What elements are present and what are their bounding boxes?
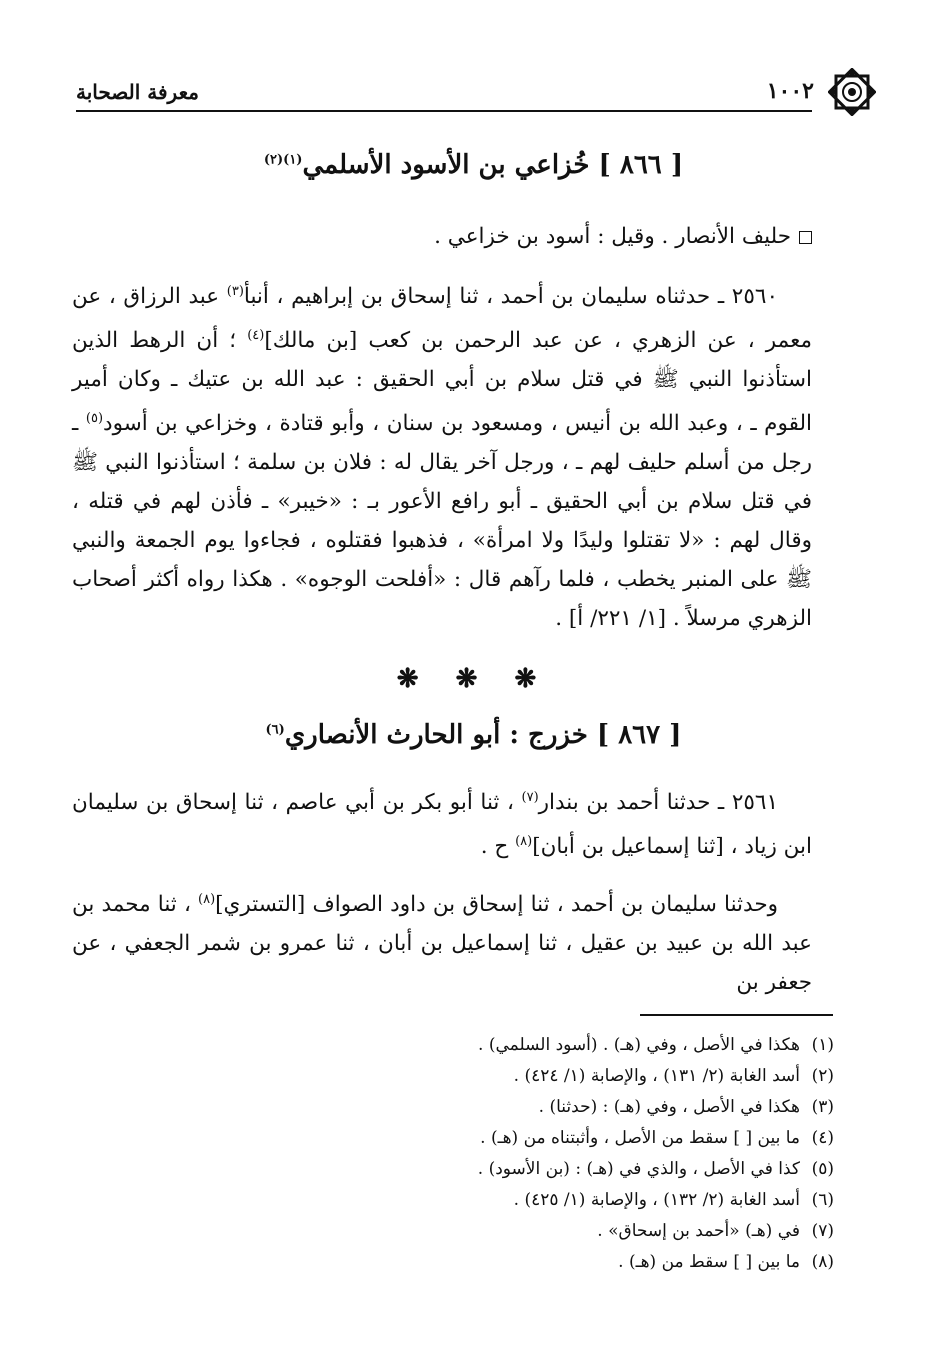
footnote-item — [380, 1185, 834, 1216]
entry-heading-867-text: [ ٨٦٧ ] خزرج : أبو الحارث الأنصاري — [284, 720, 682, 750]
entry-intro — [72, 217, 812, 256]
footnote-text: في (هـ) «أحمد بن إسحاق» . — [597, 1221, 800, 1241]
ornament-icon — [828, 68, 876, 116]
footnote-item — [380, 1061, 834, 1092]
second-chain — [72, 880, 812, 1002]
hadith-text: وحدثنا سليمان بن أحمد ، ثنا إسحاق بن داود الصواف [التستري] — [215, 892, 778, 918]
footnotes — [380, 1030, 834, 1278]
hadith-text: ـ رجل من أسلم حليف لهم ـ ، ورجل آخر يقال له : فلان بن سلمة ؛ استأذنوا النبي ﷺ في قتل سلام بن أبي الحقيق ـ أبو رافع الأعور بـ : «خيبر» ـ فأذن لهم في قتله ، وقال لهم : «لا تقتلوا وليدًا ولا امرأة» ، فذهبوا فقتلوه ، فجاءوا يوم الجمعة والنبي ﷺ على المنبر يخطب ، فلما رآهم قال : «أفلحت الوجوه» . هكذا رواه أكثر أصحاب الزهري مرسلاً . [١/ ٢٢١/ أ] . — [72, 411, 812, 632]
entry-heading-866-text: [ ٨٦٦ ] خُزاعي بن الأسود الأسلمي — [302, 150, 684, 180]
footnote-number: (٨) — [811, 1252, 834, 1272]
footnote-text: هكذا في الأصل ، وفي (هـ) . (أسود السلمي) . — [478, 1035, 800, 1055]
hadith-2560 — [72, 272, 812, 638]
footnote-number: (٦) — [811, 1190, 834, 1210]
footnote-number: (٢) — [811, 1066, 834, 1086]
hadith-text: ح . — [480, 834, 516, 860]
hadith-text: ؛ أن الرهط الذين استأذنوا النبي ﷺ في قتل سلام بن أبي الحقيق : عبد الله بن عتيك ـ وكان أمير القوم ـ ، وعبد الله بن أنيس ، ومسعود بن سنان ، وأبو قتادة ، وخزاعي بن أسود — [72, 328, 813, 437]
footnote-item — [380, 1216, 834, 1247]
footnote-ref: (٧) — [521, 790, 539, 805]
hadith-text: ٢٥٦١ ـ حدثنا أحمد بن بندار — [538, 790, 779, 816]
footnote-item — [380, 1247, 834, 1278]
page-number: ١٠٠٢ — [766, 78, 814, 104]
footnote-rule — [640, 1014, 833, 1016]
footnote-item — [380, 1154, 834, 1185]
footnote-number: (٣) — [811, 1097, 834, 1117]
footnote-text: ما بين [ ] سقط من (هـ) . — [618, 1252, 800, 1272]
entry-intro-text: حليف الأنصار . وقيل : أسود بن خزاعي . — [434, 224, 791, 249]
footnote-text: أسد الغابة (٢/ ١٣٢) ، والإصابة (١/ ٤٢٥) . — [513, 1190, 800, 1210]
footnote-item — [380, 1030, 834, 1061]
footnote-ref: (٥) — [85, 411, 104, 427]
footnote-text: هكذا في الأصل ، وفي (هـ) : (حدثنا) . — [538, 1097, 800, 1117]
header-rule — [76, 110, 812, 112]
hadith-text: عبد الرزاق ، عن معمر ، عن الزهري ، عن عبد الرحمن بن كعب [بن مالك] — [72, 284, 812, 354]
footnote-number: (٥) — [811, 1159, 834, 1179]
footnote-ref: (٦) — [265, 722, 285, 738]
hadith-text: ، ثنا أبو بكر بن أبي عاصم ، ثنا إسحاق بن سليمان ابن زياد ، [ثنا إسماعيل بن أبان] — [72, 790, 812, 860]
hadith-2561 — [72, 778, 812, 866]
footnote-ref: (٨) — [198, 892, 216, 907]
entry-heading-867 — [0, 720, 947, 750]
footnote-ref: (٨) — [515, 834, 533, 850]
footnote-item — [380, 1092, 834, 1123]
footnote-number: (٤) — [811, 1128, 834, 1148]
square-marker-icon — [799, 231, 812, 244]
running-header — [76, 68, 876, 112]
footnote-text: ما بين [ ] سقط من الأصل ، وأثبتناه من (هـ) . — [480, 1128, 800, 1148]
footnote-item — [380, 1123, 834, 1154]
footnote-ref: (٤) — [247, 328, 265, 344]
footnote-number: (٧) — [811, 1221, 834, 1241]
hadith-text: ٢٥٦٠ ـ حدثناه سليمان بن أحمد ، ثنا إسحاق بن إبراهيم ، أنبأ — [243, 284, 778, 310]
footnote-ref: (٣) — [226, 284, 244, 299]
footnote-number: (١) — [811, 1035, 834, 1055]
footnote-text: كذا في الأصل ، والذي في (هـ) : (بن الأسود) . — [477, 1159, 800, 1179]
entry-heading-866 — [0, 150, 947, 180]
hadith-text: ، ثنا محمد بن عبد الله بن عبيد بن عقيل ، ثنا إسماعيل بن أبان ، ثنا عمرو بن شمر الجعفي ، عن جعفر بن — [72, 892, 812, 996]
footnote-text: أسد الغابة (٢/ ١٣١) ، والإصابة (١/ ٤٢٤) . — [513, 1066, 800, 1086]
book-title: معرفة الصحابة — [76, 80, 199, 104]
section-separator: ❋ ❋ ❋ — [396, 664, 551, 694]
footnote-ref: (١)(٢) — [263, 152, 303, 168]
